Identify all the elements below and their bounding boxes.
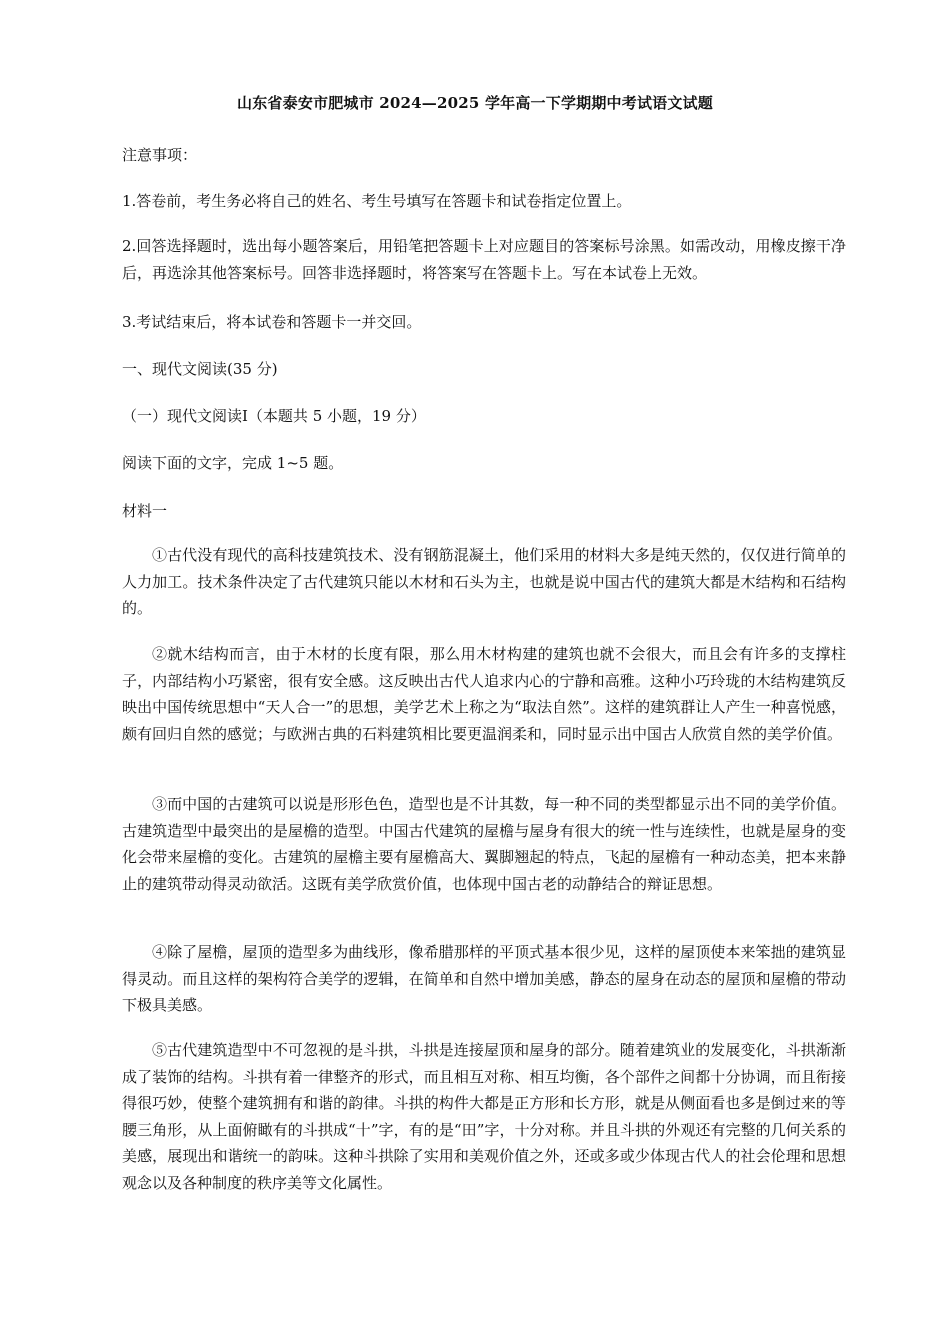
paragraph-2: ②就木结构而言，由于木材的长度有限，那么用木材构建的建筑也就不会很大，而且会有许多的支撑柱子，内部结构小巧紧密，很有安全感。这反映出古代人追求内心的宁静和高雅。这种小巧玲珑的木结构建筑反映出中国传统思想中“天人合一”的思想，美学艺术上称之为“取法自然”。这样的建筑群让人产生一种喜悦感，颇有回归自然的感觉；与欧洲古典的石料建筑相比要更温润柔和，同时显示出中国古人欣赏自然的美学价值。 xyxy=(122,645,846,743)
paragraph-3: ③而中国的古建筑可以说是形形色色，造型也是不计其数，每一种不同的类型都显示出不同的美学价值。古建筑造型中最突出的是屋檐的造型。中国古代建筑的屋檐与屋身有很大的统一性与连续性，也就是屋身的变化会带来屋檐的变化。古建筑的屋檐主要有屋檐高大、翼脚翘起的特点，飞起的屋檐有一种动态美，把本来静止的建筑带动得灵动欲活。这既有美学欣赏价值，也体现中国古老的动静结合的辩证思想。 xyxy=(122,795,846,893)
paragraph-1: ①古代没有现代的高科技建筑技术、没有钢筋混凝土，他们采用的材料大多是纯天然的，仅仅进行简单的人力加工。技术条件决定了古代建筑只能以木材和石头为主，也就是说中国古代的建筑大都是木结构和石结构的。 xyxy=(122,546,846,617)
material-label: 材料一 xyxy=(122,502,168,520)
notice-item-2 xyxy=(122,233,846,286)
notice-item-1: 1.答卷前，考生务必将自己的姓名、考生号填写在答题卡和试卷指定位置上。 xyxy=(122,192,632,210)
exam-title: 山东省泰安市肥城市 2024—2025 学年高一下学期期中考试语文试题 xyxy=(237,94,713,112)
reading-instruction: 阅读下面的文字，完成 1~5 题。 xyxy=(122,454,344,472)
notice-item-3: 3.考试结束后，将本试卷和答题卡一并交回。 xyxy=(122,313,422,331)
section-heading: 一、现代文阅读(35 分) xyxy=(122,360,278,378)
notice-heading: 注意事项： xyxy=(122,146,198,164)
subsection-heading: （一）现代文阅读Ⅰ（本题共 5 小题，19 分） xyxy=(122,407,426,425)
paragraph-4: ④除了屋檐，屋顶的造型多为曲线形，像希腊那样的平顶式基本很少见，这样的屋顶使本来笨拙的建筑显得灵动。而且这样的架构符合美学的逻辑，在简单和自然中增加美感，静态的屋身在动态的屋顶和屋檐的带动下极具美感。 xyxy=(122,943,846,1014)
paragraph-5: ⑤古代建筑造型中不可忽视的是斗拱，斗拱是连接屋顶和屋身的部分。随着建筑业的发展变化，斗拱渐渐成了装饰的结构。斗拱有着一律整齐的形式，而且相互对称、相互均衡，各个部件之间都十分协调，而且衔接得很巧妙，使整个建筑拥有和谐的韵律。斗拱的构件大都是正方形和长方形，就是从侧面看也多是倒过来的等腰三角形，从上面俯瞰有的斗拱成“十”字，有的是“田”字，十分对称。并且斗拱的外观还有完整的几何关系的美感，展现出和谐统一的韵味。这种斗拱除了实用和美观价值之外，还或多或少体现古代人的社会伦理和思想观念以及各种制度的秩序美等文化属性。 xyxy=(122,1041,846,1192)
notice-item-2-text: 2.回答选择题时，选出每小题答案后，用铅笔把答题卡上对应题目的答案标号涂黑。如需改动，用橡皮擦干净后，再选涂其他答案标号。回答非选择题时，将答案写在答题卡上。写在本试卷上无效。 xyxy=(122,237,846,282)
